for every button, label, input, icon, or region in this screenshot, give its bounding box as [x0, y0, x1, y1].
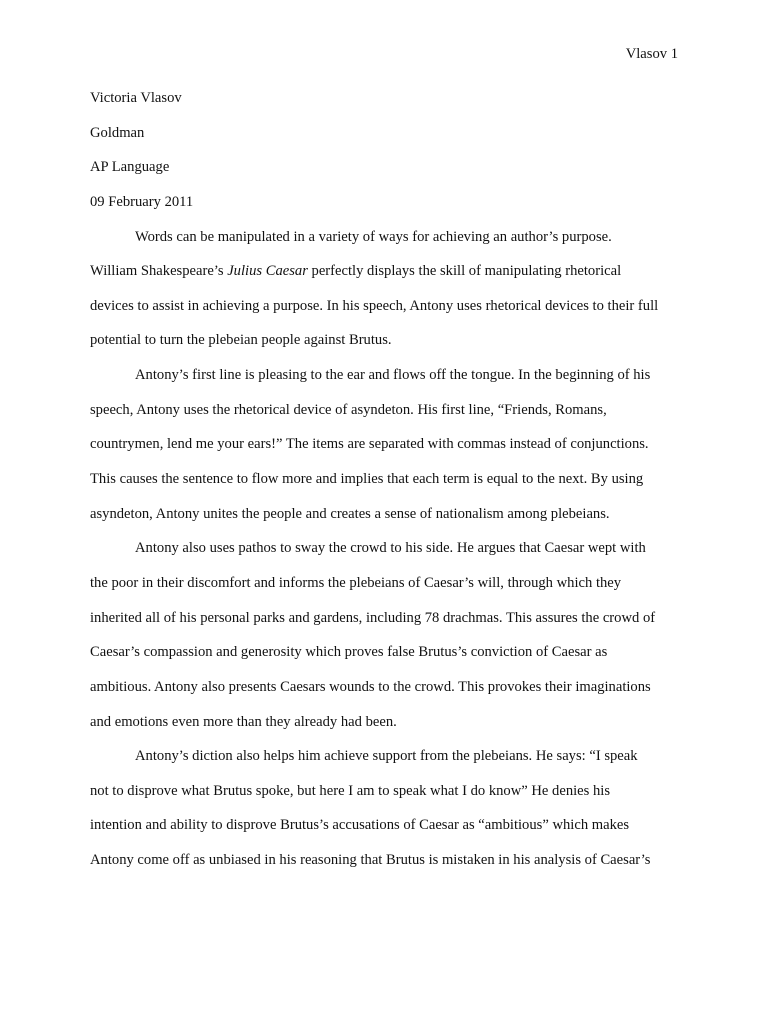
paragraph-4-line-3: intention and ability to disprove Brutus’s accusations of Caesar as “ambitious” which makes: [90, 817, 630, 834]
paragraph-1-line-3: devices to assist in achieving a purpose. In his speech, Antony uses rhetorical devices to their full: [90, 297, 659, 314]
paragraph-3-line-1: Antony also uses pathos to sway the crowd to his side. He argues that Caesar wept with: [135, 540, 646, 557]
paragraph-3-line-4: Caesar’s compassion and generosity which proves false Brutus’s conviction of Caesar as: [90, 644, 608, 661]
paragraph-3-line-5: ambitious. Antony also presents Caesars wounds to the crowd. This provokes their imaginations: [90, 678, 651, 695]
instructor-name: Goldman: [90, 124, 145, 141]
paragraph-3-line-2: the poor in their discomfort and informs the plebeians of Caesar’s will, through which they: [90, 574, 622, 591]
paragraph-4-line-1: Antony’s diction also helps him achieve support from the plebeians. He says: “I speak: [135, 748, 638, 765]
paragraph-4-line-2: not to disprove what Brutus spoke, but here I am to speak what I do know” He denies his: [90, 782, 611, 799]
essay-date: 09 February 2011: [90, 193, 194, 210]
paragraph-1-line-4: potential to turn the plebeian people against Brutus.: [90, 332, 392, 349]
paragraph-2-line-3: countrymen, lend me your ears!” The items are separated with commas instead of conjunctions.: [90, 436, 649, 453]
paragraph-2-line-4: This causes the sentence to flow more and implies that each term is equal to the next. By using: [90, 471, 644, 488]
paragraph-2-line-1: Antony’s first line is pleasing to the ear and flows off the tongue. In the beginning of his: [135, 367, 651, 384]
paragraph-1-line-1: Words can be manipulated in a variety of ways for achieving an author’s purpose.: [135, 228, 612, 245]
text-segment: perfectly displays the skill of manipulating rhetorical: [307, 263, 622, 280]
paragraph-2-line-5: asyndeton, Antony unites the people and creates a sense of nationalism among plebeians.: [90, 505, 610, 522]
paragraph-1-line-2: [90, 261, 680, 296]
paragraph-2-line-2: speech, Antony uses the rhetorical device of asyndeton. His first line, “Friends, Romans,: [90, 401, 607, 418]
paragraph-3-line-6: and emotions even more than they already had been.: [90, 713, 397, 730]
student-name: Victoria Vlasov: [90, 90, 182, 106]
course-name: AP Language: [90, 159, 170, 176]
text-segment: William Shakespeare’s: [90, 263, 228, 280]
paragraph-4-line-4: Antony come off as unbiased in his reasoning that Brutus is mistaken in his analysis of Caesar’s: [90, 852, 651, 869]
running-head: Vlasov 1: [625, 46, 678, 62]
play-title: Julius Caesar: [227, 263, 308, 280]
essay-body: [90, 88, 680, 885]
paragraph-3-line-3: inherited all of his personal parks and gardens, including 78 drachmas. This assures the crowd of: [90, 609, 656, 626]
